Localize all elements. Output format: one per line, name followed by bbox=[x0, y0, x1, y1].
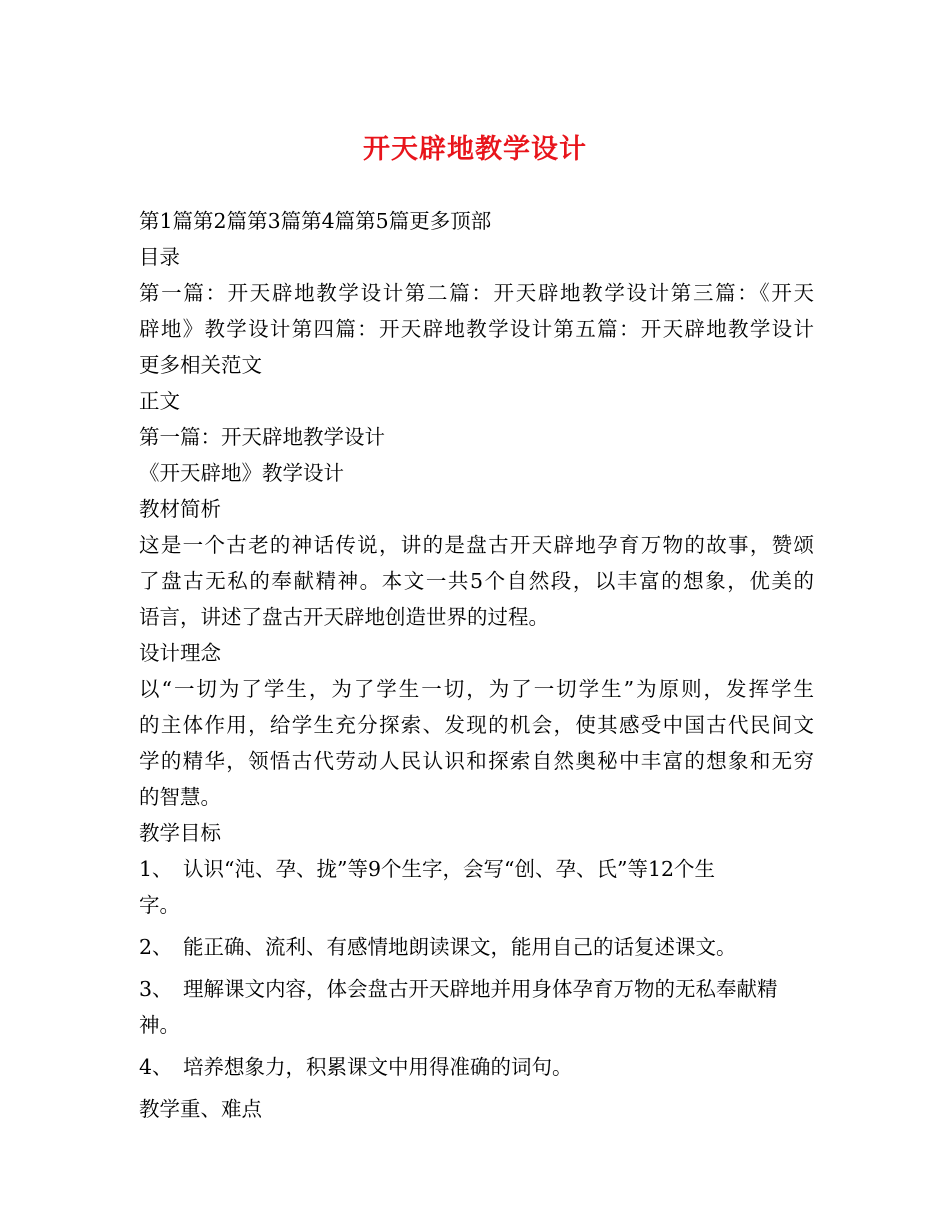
chapter-heading: 第一篇：开天辟地教学设计 bbox=[139, 425, 385, 449]
section-heading: 教学重、难点 bbox=[139, 1097, 262, 1121]
toc-line: 第一篇：开天辟地教学设计第二篇：开天辟地教学设计第三篇：《开天 bbox=[139, 281, 814, 305]
toc-line: 更多相关范文 bbox=[139, 353, 262, 377]
goal-text-continued: 神。 bbox=[139, 1013, 180, 1037]
section-heading: 设计理念 bbox=[139, 641, 221, 665]
body-heading: 正文 bbox=[139, 389, 180, 413]
paragraph-line: 学的精华，领悟古代劳动人民认识和探索自然奥秘中丰富的想象和无穷 bbox=[139, 749, 814, 773]
paragraph-line: 以“一切为了学生，为了学生一切，为了一切学生”为原则，发挥学生 bbox=[139, 677, 814, 701]
document-title: 开天辟地教学设计 bbox=[363, 134, 587, 165]
paragraph-line: 了盘古无私的奉献精神。本文一共5个自然段，以丰富的想象，优美的 bbox=[139, 569, 814, 593]
goal-text: 能正确、流利、有感情地朗读课文，能用自己的话复述课文。 bbox=[183, 935, 737, 959]
goal-item bbox=[139, 929, 814, 965]
goal-number: 1、 bbox=[139, 857, 173, 881]
goal-text: 认识“沌、孕、拢”等9个生字，会写“创、孕、氏”等12个生 bbox=[183, 857, 716, 881]
toc-line: 辟地》教学设计第四篇：开天辟地教学设计第五篇：开天辟地教学设计 bbox=[139, 317, 814, 341]
paragraph-line: 语言，讲述了盘古开天辟地创造世界的过程。 bbox=[139, 605, 549, 629]
goal-item bbox=[139, 1049, 814, 1085]
paragraph-line: 的智慧。 bbox=[139, 785, 221, 809]
chapter-subtitle: 《开天辟地》教学设计 bbox=[139, 461, 344, 485]
goal-number: 2、 bbox=[139, 935, 173, 959]
section-heading: 教学目标 bbox=[139, 821, 221, 845]
toc-heading: 目录 bbox=[139, 245, 180, 269]
paragraph-line: 的主体作用，给学生充分探索、发现的机会，使其感受中国古代民间文 bbox=[139, 713, 814, 737]
goal-text: 培养想象力，积累课文中用得准确的词句。 bbox=[183, 1055, 573, 1079]
goal-item bbox=[139, 971, 814, 1007]
goal-number: 3、 bbox=[139, 977, 173, 1001]
goal-text: 理解课文内容，体会盘古开天辟地并用身体孕育万物的无私奉献精 bbox=[183, 977, 778, 1001]
section-nav-line: 第1篇第2篇第3篇第4篇第5篇更多顶部 bbox=[139, 209, 492, 233]
goal-number: 4、 bbox=[139, 1055, 173, 1079]
goal-text-continued: 字。 bbox=[139, 893, 180, 917]
goal-item bbox=[139, 851, 814, 887]
paragraph-line: 这是一个古老的神话传说，讲的是盘古开天辟地孕育万物的故事，赞颂 bbox=[139, 533, 814, 557]
document-body bbox=[139, 203, 814, 1127]
section-heading: 教材简析 bbox=[139, 497, 221, 521]
